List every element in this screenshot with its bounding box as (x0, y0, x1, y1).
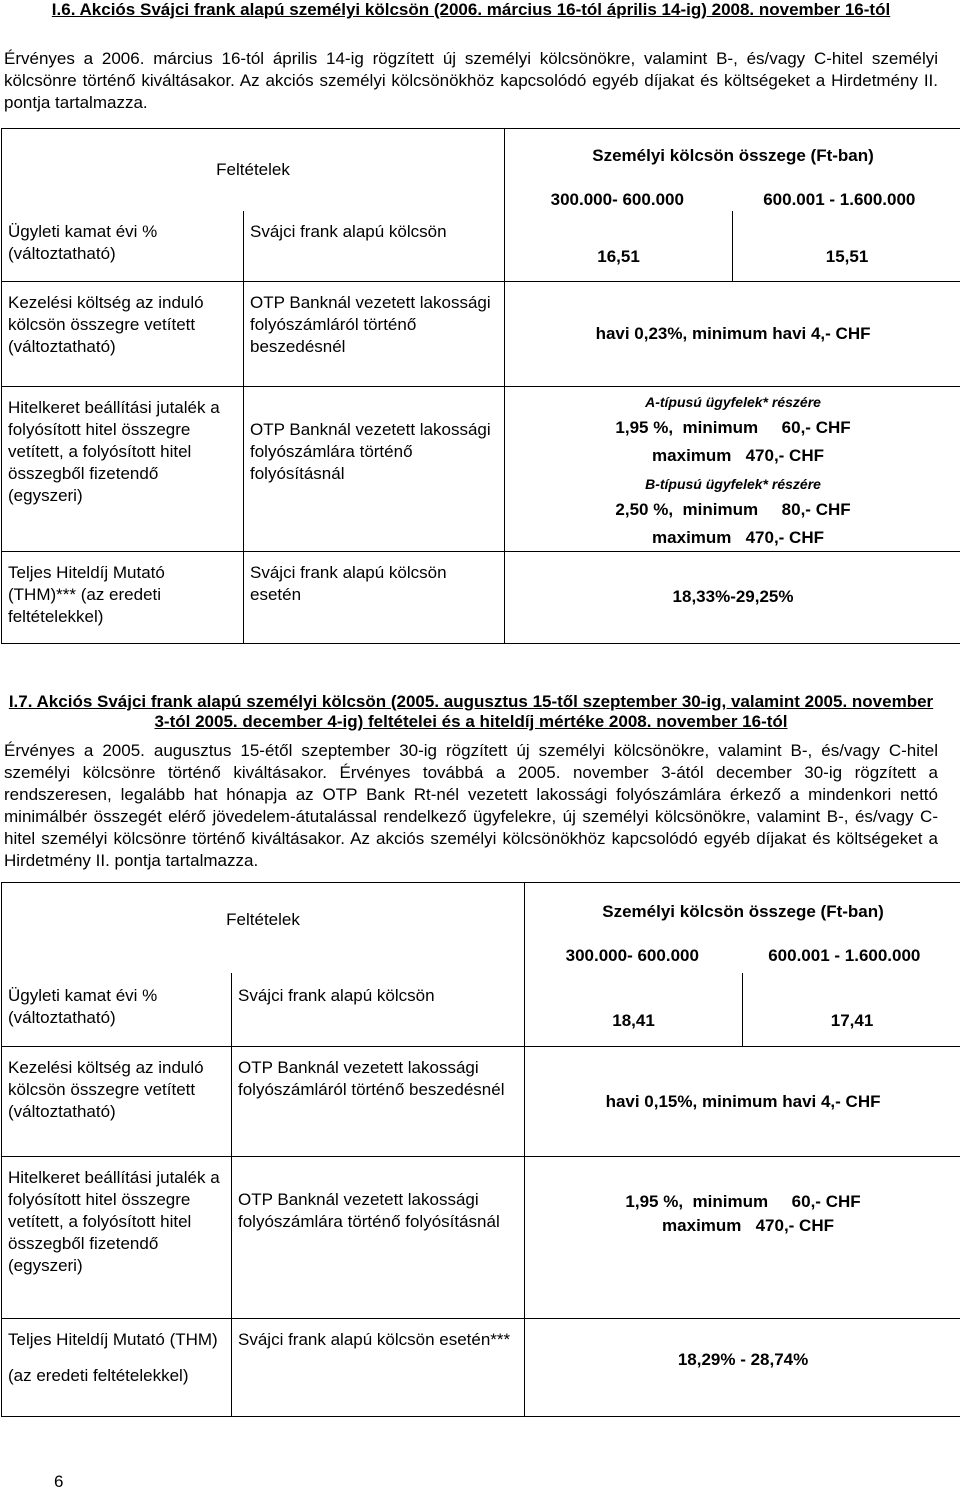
header-conditions: Feltételek (2, 883, 525, 973)
row-label: Teljes Hiteldíj Mutató (THM) (az eredeti feltételekkel) (2, 1319, 232, 1417)
header-amount: Személyi kölcsön összege (Ft-ban) 300.000- 600.000 600.001 - 1.600.000 (505, 129, 960, 212)
row-label: Ügyleti kamat évi % (változtatható) (2, 973, 232, 1047)
row-label: Kezelési költség az induló kölcsön összegre vetített (változtatható) (2, 281, 244, 386)
fee-a-min: 1,95 %, minimum 60,- CHF (615, 417, 851, 437)
row-value-2: 17,41 (743, 973, 960, 1047)
header-amount: Személyi kölcsön összege (Ft-ban) 300.000- 600.000 600.001 - 1.600.000 (525, 883, 960, 973)
fee-min: 1,95 %, minimum 60,- CHF (625, 1192, 861, 1211)
row-condition: OTP Banknál vezetett lakossági folyószámlára történő folyósításnál (232, 1157, 525, 1319)
row-value: 18,33%-29,25% (505, 551, 960, 643)
row-value: havi 0,23%, minimum havi 4,- CHF (505, 281, 960, 386)
fee-b-max: maximum 470,- CHF (652, 527, 824, 547)
section-heading-1-7: I.7. Akciós Svájci frank alapú személyi kölcsön (2005. augusztus 15-től szeptember 30-ig, valamint 2005. november 3-tól 2005. december 4-ig) feltételei és a hiteldíj mértéke 2008. november 16-tól (8, 692, 934, 731)
row-condition: Svájci frank alapú kölcsön (244, 211, 505, 281)
section-heading-1-6: I.6. Akciós Svájci frank alapú személyi kölcsön (2006. március 16-tól április 14-ig) 2008. november 16-tól (51, 0, 891, 19)
header-conditions: Feltételek (2, 129, 505, 212)
row-condition: OTP Banknál vezetett lakossági folyószámláról történő beszedésnél (232, 1047, 525, 1157)
row-value-1: 18,41 (525, 973, 743, 1047)
section-paragraph-1-7: Érvényes a 2005. augusztus 15-étől szeptember 30-ig rögzített új személyi kölcsönökre, valamint B-, és/vagy C-hitel személyi kölcsönre történő kiváltásakor. Érvényes továbbá a 2005. november 3-ától december 30-ig rögzített a rendszeresen, legalább hat hónapja az OTP Bank Rt-nél vezetett lakossági folyószámlára érkező a mindenkori nettó minimálbér összegét elérő jövedelem-átutalással rendelkező ügyfelekre, új személyi kölcsönökre, valamint B-, és/vagy C-hitel személyi kölcsönre történő kiváltásakor. Az akciós személyi kölcsönökhöz kapcsolódó egyéb díjakat és költségeket a Hirdetmény II. pontja tartalmazza. (4, 741, 938, 870)
row-condition: Svájci frank alapú kölcsön (232, 973, 525, 1047)
row-label: Ügyleti kamat évi % (változtatható) (2, 211, 244, 281)
fee-a-max: maximum 470,- CHF (652, 445, 824, 465)
row-label: Hitelkeret beállítási jutalék a folyósított hitel összegre vetített, a folyósított hitel összegből fizetendő (egyszeri) (2, 386, 244, 551)
page-number: 6 (54, 1472, 64, 1491)
type-a-label: A-típusú ügyfelek* részére (645, 393, 821, 410)
row-value-1: 16,51 (505, 211, 733, 281)
fee-max: maximum 470,- CHF (662, 1216, 834, 1235)
row-value-2: 15,51 (733, 211, 960, 281)
row-label-note: (az eredeti feltételekkel) (8, 1366, 189, 1385)
fee-cell (505, 386, 960, 551)
row-condition: Svájci frank alapú kölcsön esetén (244, 551, 505, 643)
type-b-label: B-típusú ügyfelek* részére (645, 475, 821, 492)
row-label: Hitelkeret beállítási jutalék a folyósított hitel összegre vetített, a folyósított hitel összegből fizetendő (egyszeri) (2, 1157, 232, 1319)
range-1: 300.000- 600.000 (550, 190, 684, 209)
conditions-table-1-6 (1, 128, 960, 644)
section-paragraph-1-6: Érvényes a 2006. március 16-tól április 14-ig rögzített új személyi kölcsönökre, valamint B-, és/vagy C-hitel személyi kölcsönre történő kiváltásakor. Az akciós személyi kölcsönökhöz kapcsolódó egyéb díjakat és költségeket a Hirdetmény II. pontja tartalmazza. (4, 49, 938, 112)
fee-b-min: 2,50 %, minimum 80,- CHF (615, 499, 851, 519)
fee-cell (525, 1157, 960, 1319)
conditions-table-1-7 (1, 882, 960, 1417)
range-2: 600.001 - 1.600.000 (763, 190, 916, 209)
row-value: havi 0,15%, minimum havi 4,- CHF (525, 1047, 960, 1157)
row-value: 18,29% - 28,74% (525, 1319, 960, 1417)
row-label: Teljes Hiteldíj Mutató (THM)*** (az eredeti feltételekkel) (2, 551, 244, 643)
row-condition: OTP Banknál vezetett lakossági folyószámlára történő folyósításnál (244, 386, 505, 551)
row-label: Kezelési költség az induló kölcsön összegre vetített (változtatható) (2, 1047, 232, 1157)
row-condition: OTP Banknál vezetett lakossági folyószámláról történő beszedésnél (244, 281, 505, 386)
range-2: 600.001 - 1.600.000 (768, 946, 921, 965)
row-condition: Svájci frank alapú kölcsön esetén*** (232, 1319, 525, 1417)
range-1: 300.000- 600.000 (565, 946, 699, 965)
